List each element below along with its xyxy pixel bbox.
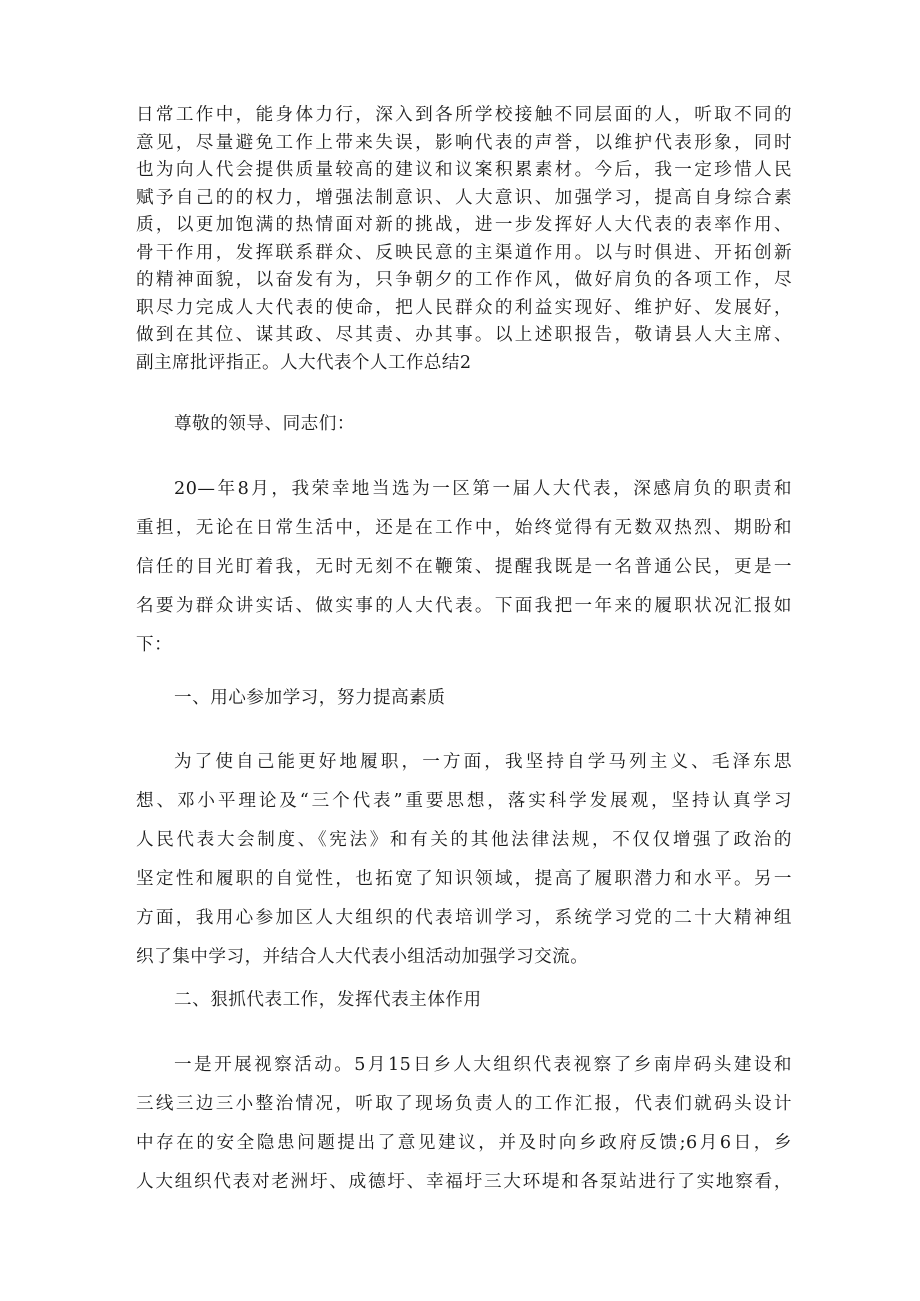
text-line: 名要为群众讲实话、做实事的人大代表。下面我把一年来的履职状况汇报如 bbox=[136, 596, 792, 616]
section-heading-1: 一、用心参加学习，努力提高素质 bbox=[174, 688, 446, 708]
text-line: 的精神面貌，以奋发有为，只争朝夕的工作作风，做好肩负的各项工作，尽 bbox=[136, 270, 792, 290]
text-line: 赋予自己的的权力，增强法制意识、人大意识、加强学习，提高自身综合素 bbox=[136, 187, 792, 208]
text-line: 做到在其位、谋其政、尽其责、办其事。以上述职报告，敬请县人大主席、 bbox=[136, 325, 792, 345]
text-line: 骨干作用，发挥联系群众、反映民意的主渠道作用。以与时俱进、开拓创新 bbox=[136, 242, 792, 263]
text-line: 人大组织代表对老洲圩、成德圩、幸福圩三大环堤和各泵站进行了实地察看， bbox=[136, 1172, 792, 1192]
text-line: 方面，我用心参加区人大组织的代表培训学习，系统学习党的二十大精神组 bbox=[136, 908, 792, 928]
study-paragraph bbox=[136, 743, 792, 977]
text-line: 日常工作中，能身体力行，深入到各所学校接触不同层面的人，听取不同的 bbox=[136, 105, 792, 125]
text-line: 一是开展视察活动。5月15日乡人大组织代表视察了乡南岸码头建设和 bbox=[174, 1055, 792, 1075]
text-line: 下： bbox=[136, 635, 173, 655]
salutation: 尊敬的领导、同志们： bbox=[174, 414, 355, 434]
intro-paragraph bbox=[136, 470, 792, 665]
text-line: 重担，无论在日常生活中，还是在工作中，始终觉得有无数双热烈、期盼和 bbox=[136, 518, 792, 538]
text-line: 三线三边三小整治情况，听取了现场负责人的工作汇报，代表们就码头设计 bbox=[136, 1094, 792, 1114]
text-line: 意见，尽量避免工作上带来失误，影响代表的声誉，以维护代表形象，同时 bbox=[136, 132, 792, 153]
text-line: 信任的目光盯着我，无时无刻不在鞭策、提醒我既是一名普通公民，更是一 bbox=[136, 557, 792, 577]
text-line: 也为向人代会提供质量较高的建议和议案积累素材。今后，我一定珍惜人民 bbox=[136, 160, 792, 180]
text-line: 20—年8月，我荣幸地当选为一区第一届人大代表，深感肩负的职责和 bbox=[174, 479, 792, 499]
text-line: 想、邓小平理论及“三个代表”重要思想，落实科学发展观，坚持认真学习 bbox=[136, 791, 792, 811]
text-line: 中存在的安全隐患问题提出了意见建议，并及时向乡政府反馈;6月6日，乡 bbox=[136, 1133, 792, 1153]
text-line: 质，以更加饱满的热情面对新的挑战，进一步发挥好人大代表的表率作用、 bbox=[136, 215, 792, 235]
text-line: 为了使自己能更好地履职，一方面，我坚持自学马列主义、毛泽东思 bbox=[174, 752, 792, 772]
continued-paragraph bbox=[136, 102, 792, 377]
text-line: 副主席批评指正。人大代表个人工作总结2 bbox=[136, 352, 472, 373]
section-heading-2: 二、狠抓代表工作，发挥代表主体作用 bbox=[174, 990, 482, 1010]
text-line: 人民代表大会制度、《宪法》和有关的其他法律法规，不仅仅增强了政治的 bbox=[136, 830, 792, 850]
text-line: 织了集中学习，并结合人大代表小组活动加强学习交流。 bbox=[136, 947, 589, 967]
text-line: 坚定性和履职的自觉性，也拓宽了知识领域，提高了履职潜力和水平。另一 bbox=[136, 869, 792, 889]
text-line: 职尽力完成人大代表的使命，把人民群众的利益实现好、维护好、发展好， bbox=[136, 297, 792, 318]
inspection-paragraph bbox=[136, 1046, 792, 1202]
